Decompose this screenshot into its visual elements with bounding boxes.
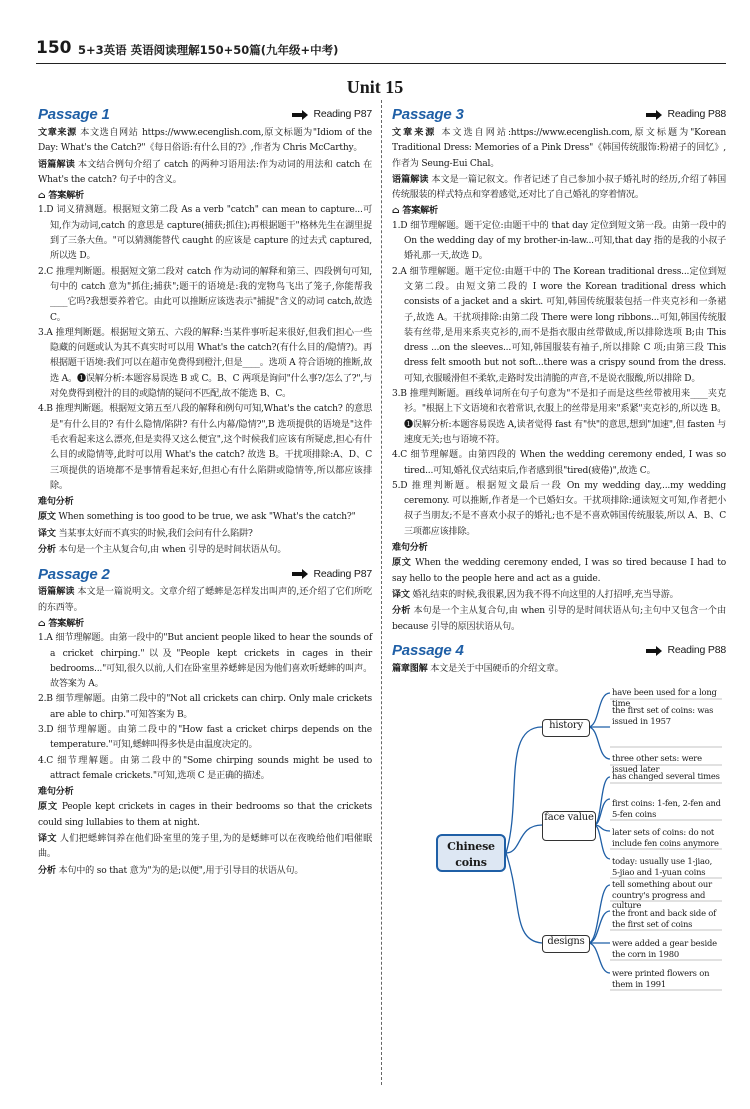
leaf-face-value-4: today: usually use 1-jiao, 5-jiao and 1-yuan coins [612, 856, 713, 877]
p3-answer-heading: ⌂ 答案解析 [392, 205, 438, 217]
p3-q3: 3.B 推理判断题。画线单词所在句子句意为"不是扣子而是这些丝带被用来____夹克衫。"根据上下文语境和衣着常识,衣服上的丝带是用来"系紧"夹克衫的,所以选 B。❶误解分析:本题容易误选 A,读者觉得 fast 有"快"的意思,想到"加速",但 fasten 与速度无关;也与语境不符。 [392, 389, 726, 445]
p2-reading: 语篇解读 本文是一篇说明文。文章介绍了蟋蟀是怎样发出叫声的,还介绍了它们所吃的东西等。 [38, 586, 372, 613]
p1-analysis: 分析 本句是一个主从复合句,由 when 引导的是时间状语从句。 [38, 544, 287, 556]
p1-q1: 1.D 词义猜测题。根据短文第二段 As a verb "catch" can mean to capture...可知,作为动词,catch 的意思是 capture(捕获;抓住);再根据题干"格林先生在湖里捉到了三条大鱼。"可以猜测能替代 caught 的应该是 capture 的过去式 captured,所以选 D。 [38, 205, 372, 262]
branch-designs: designs [542, 935, 590, 953]
passage-1-ref: Reading P87 [292, 107, 372, 122]
p3-q4: 4.C 细节理解题。由第四段的 When the wedding ceremony ended, I was so tired...可知,婚礼仪式结束后,作者感到很"tired(疲倦)",故选 C。 [392, 450, 726, 476]
p1-q4: 4.B 推理判断题。根据短文第五至八段的解释和例句可知,What's the catch? 的意思是"有什么目的? 有什么隐情/陷阱? 有什么内幕/隐情?",B 选项提供的语境是"这件毛衣看起来这么漂亮,但是卖得又这么便宜",这个时候我们应该有所疑虑,担心有什么目的或隐情等,此时可以用 What's the catch? 故选 B。干扰项排除:A、D、C 三项提供的语境都不是事情看起来好,但担心有什么陷阱或隐情等,所以都应该排除。 [38, 404, 372, 491]
passage-2-ref: Reading P87 [292, 567, 372, 582]
passage-2-title: Passage 2 [38, 565, 110, 583]
leaf-history-3: three other sets: were issued later [612, 753, 702, 774]
p1-answer-heading: ⌂ 答案解析 [38, 190, 84, 202]
leaf-face-value-3: later sets of coins: do not include fen coins anymore [612, 827, 719, 848]
p2-q1: 1.A 细节理解题。由第一段中的"But ancient people liked to hear the sounds of a cricket chirping."以及"People kept crickets in cages in their bedrooms..."可知,很久以前,人们在卧室里养蟋蟀是因为他们喜欢听蟋蟀的叫声。故答案为 A。 [38, 633, 372, 690]
leaf-face-value-2: first coins: 1-fen, 2-fen and 5-fen coins [612, 798, 721, 819]
p3-q2: 2.A 细节理解题。题干定位:由题干中的 The Korean traditional dress...定位到短文第二段。由短文第二段的 I wore the Korean traditional dress which consists of a jacket and a skirt. 可知,韩国传统服装包括一件夹克衫和一条裙子,故选 A。干扰项排除:由第二段 There were long ribbons...可知,韩国传统服装有丝带,是用来系夹克衫的,而不是指衣服由丝带做成,所以排除选项 B;由 This dress ...on the sleeves...可知,韩国服装有袖子,所以排除 C 项;由第三段 This dress felt smooth but not soft...there was a crispy sound from the dress. 可知,衣服暖滑但不柔软,走路时发出清脆的声音,不是说衣服酸,所以排除 D。 [392, 266, 726, 384]
passage-3-header [392, 105, 726, 125]
leaf-face-value-1: has changed several times [612, 771, 720, 782]
p1-source: 文章来源 本文选自网站 https://www.ecenglish.com,原文标题为"Idiom of the Day: What's the Catch?"《每日俗语:有什么目的?》,作者为 Chris McCarthy。 [38, 127, 372, 154]
hand-pointer-icon [646, 110, 662, 120]
passage-4-title: Passage 4 [392, 642, 464, 660]
p3-reading: 语篇解读 本文是一篇记叙文。作者记述了自己参加小叔子婚礼时的经历,介绍了韩国传统服装的样式特点和穿着感觉,还对比了自己婚礼的穿着情况。 [392, 173, 726, 201]
p3-original: 原文 When the wedding ceremony ended, I was so tired because I had to say hello to the people here and act as a guide. [392, 557, 726, 584]
p3-hard-heading: 难句分析 [392, 542, 428, 554]
page-number: 150 [36, 38, 72, 58]
p2-answer-heading: ⌂ 答案解析 [38, 617, 84, 629]
p3-source: 文章来源 本文选自网站:https://www.ecenglish.com,原文标题为"Korean Traditional Dress: Memories of a Pink Dress"《韩国传统服饰:粉裙子的回忆》,作者为 Seung-Eui Chal。 [392, 127, 726, 169]
series-title: 5+3英语 英语阅读理解150+50篇(九年级+中考) [78, 43, 339, 57]
p2-analysis: 分析 本句中的 so that 意为"为的是;以便",用于引导目的状语从句。 [38, 864, 304, 876]
p3-q5: 5.D 推理判断题。根据短文最后一段 On my wedding day,...my wedding ceremony. 可以推断,作者是一个已婚妇女。干扰项排除:通读短文可知,作者把小叔子当朋友;不是不喜欢小叔子的婚礼;也不是不喜欢韩国传统服装,所以 A、B、C 三项都应该排除。 [392, 480, 726, 537]
unit-title: Unit 15 [346, 77, 404, 97]
hand-pointer-icon [646, 646, 662, 656]
p2-translation: 译文 人们把蟋蟀饲养在他们卧室里的笼子里,为的是蟋蟀可以在夜晚给他们唱催眠曲。 [38, 833, 372, 860]
left-column [38, 104, 372, 879]
leaf-history-1: have been used for a long time [612, 687, 717, 708]
p1-q3: 3.A 推理判断题。根据短文第五、六段的解释:当某件事听起来很好,但我们担心一些隐藏的问题或认为其不真实时可以用 What's the catch?(有什么目的/隐情?)。再根据题干语境:我们可以在超市免费得到橙汁,但是____。选项 A 符合语境的推断,故选 A。❶误解分析:本题容易误选 B 或 C。B、C 两项是询问"什么事?/怎么了?",与对免费得到橙汁的目的或隐情的疑问不匹配,故不能选 B、C。 [38, 327, 372, 400]
right-column [392, 104, 726, 1001]
lock-icon: ⌂ [38, 617, 49, 629]
passage-1-title: Passage 1 [38, 106, 110, 124]
lock-icon: ⌂ [392, 205, 403, 217]
passage-2-header [38, 564, 372, 584]
p2-hard-heading: 难句分析 [38, 786, 74, 798]
p2-q4: 4.C 细节理解题。由第二段中的"Some chirping sounds might be used to attract female crickets."可知,选项 C 是正确的描述。 [38, 755, 372, 781]
header-rule [36, 63, 726, 64]
column-divider [381, 100, 382, 1085]
leaf-designs-1: tell something about our country's progress and culture [612, 879, 712, 911]
p4-map-intro: 篇章图解 本文是关于中国硬币的介绍文章。 [392, 662, 564, 674]
branch-face-value: face value [542, 811, 596, 841]
p3-q1: 1.D 细节理解题。题干定位:由题干中的 that day 定位到短文第一段。由第一段中的 On the wedding day of my brother-in-law...可知,that day 指的是我的小叔子婚礼那一天,故选 D。 [392, 220, 726, 262]
passage-1-header [38, 105, 372, 125]
leaf-designs-4: were printed flowers on them in 1991 [612, 968, 710, 989]
hand-pointer-icon [292, 110, 308, 120]
mind-map-center: Chinese coins [436, 834, 506, 872]
p1-hard-heading: 难句分析 [38, 496, 74, 508]
lock-icon: ⌂ [38, 190, 49, 202]
p1-translation: 译文 当某事太好而不真实的时候,我们会问有什么陷阱? [38, 527, 253, 539]
passage-4-header [392, 641, 726, 661]
p2-q2: 2.B 细节理解题。由第二段中的"Not all crickets can chirp. Only male crickets are able to chirp."可知答案为 B。 [38, 694, 372, 720]
passage-3-title: Passage 3 [392, 106, 464, 124]
passage-4-ref: Reading P88 [646, 643, 726, 658]
passage-3-ref: Reading P88 [646, 107, 726, 122]
hand-pointer-icon [292, 569, 308, 579]
leaf-designs-2: the front and back side of the first set of coins [612, 908, 717, 929]
branch-history: history [542, 719, 590, 737]
p3-analysis: 分析 本句是一个主从复合句,由 when 引导的是时间状语从句;主句中又包含一个由 because 引导的原因状语从句。 [392, 605, 726, 632]
leaf-designs-3: were added a gear beside the corn in 1980 [612, 938, 717, 959]
p1-q2: 2.C 推理判断题。根据短文第二段对 catch 作为动词的解释和第三、四段例句可知,句中的 catch 意为"抓住;捕获";题干的语境是:我的宠物鸟飞出了笼子,你能帮我____它吗?我想要养着它。由此可以推断应该选表示"捕捉"含义的动词 catch,故选 C。 [38, 266, 372, 323]
mind-map [392, 681, 726, 1001]
page-header [0, 36, 750, 60]
p1-original: 原文 When something is too good to be true, we ask "What's the catch?" [38, 511, 356, 523]
p3-translation: 译文 婚礼结束的时候,我很累,因为我不得不向这里的人打招呼,充当导游。 [392, 588, 679, 600]
p1-reading: 语篇解读 本文结合例句介绍了 catch 的两种习语用法:作为动词的用法和 catch 在 What's the catch? 句子中的含义。 [38, 158, 372, 185]
leaf-history-2: the first set of coins: was issued in 1957 [612, 705, 714, 726]
p2-q3: 3.D 细节理解题。由第二段中的"How fast a cricket chirps depends on the temperature."可知,蟋蟀叫得多快是由温度决定的。 [38, 724, 372, 751]
p2-original: 原文 People kept crickets in cages in their bedrooms so that the crickets could sing lullabies to them at night. [38, 801, 372, 828]
